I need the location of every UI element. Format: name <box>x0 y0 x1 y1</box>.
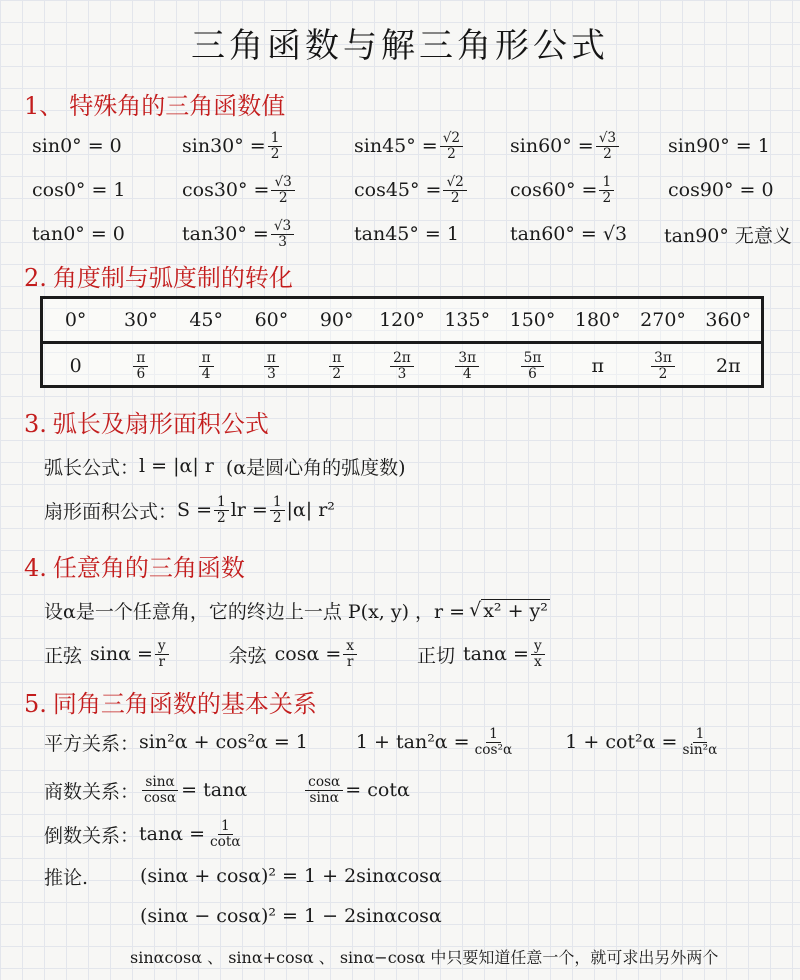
section-5-heading <box>24 684 317 719</box>
radian-cell: $\frac{\pi}{3}$ <box>239 344 304 388</box>
section-1-heading <box>24 86 285 121</box>
radian-cell: $\frac{5\pi}{6}$ <box>500 344 565 388</box>
tan-values-row <box>24 214 792 254</box>
section-number: 4. <box>24 554 47 582</box>
degree-cell: 120° <box>379 309 425 331</box>
sin-60-value: sin60° = $\frac{√3}{2}$ <box>510 126 621 166</box>
degree-cell: 360° <box>705 309 752 331</box>
section-title: 角度制与弧度制的转化 <box>52 264 293 292</box>
corollary-1: 推论. (sinα + cosα)² = 1 + 2sinαcosα <box>44 865 442 889</box>
square-relations: 平方关系： sin²α + cos²α = 1 1 + tan²α = $\frac{1}{\text{cos²α}}$ 1 + cot²α = $\frac{1}{\text{sin²α}}$ <box>44 726 718 758</box>
radian-cell: π <box>591 355 604 377</box>
radian-cell: $\frac{3\pi}{4}$ <box>435 344 500 388</box>
degree-cell: 270° <box>640 309 686 331</box>
radian-cell: 0 <box>69 355 82 377</box>
degree-cell: 90° <box>319 309 354 331</box>
tan-30-value: tan30° = $\frac{√3}{3}$ <box>182 214 296 254</box>
sin-90-value: sin90° = 1 <box>668 135 770 157</box>
cos-60-value: cos60° = $\frac{1}{2}$ <box>510 170 616 210</box>
sector-label: 扇形面积公式： <box>44 500 178 523</box>
sin-45-value: sin45° = $\frac{√2}{2}$ <box>354 126 465 166</box>
reciprocal-relation: 倒数关系： tanα = $\frac{1}{\cot\alpha}$ <box>44 818 241 850</box>
any-angle-setup: 设α是一个任意角，它的终边上一点 P(x, y) ，r = √ x² + y² <box>44 599 548 623</box>
cos-values-row <box>24 170 784 210</box>
section-number: 1、 <box>24 92 64 120</box>
radian-cell: 2π <box>716 355 741 377</box>
degree-cell: 45° <box>189 309 223 331</box>
degree-cell: 60° <box>254 309 289 331</box>
corollary-conclusion: sinαcosα 、 sinα+cosα 、 sinα−cosα 中只要知道任意一个，就可求出另外两个 <box>130 947 719 967</box>
radian-row <box>43 344 761 388</box>
sin-30-value: sin30° = $\frac{1}{2}$ <box>182 126 284 166</box>
radian-cell: $\frac{3\pi}{2}$ <box>630 344 695 388</box>
cos-45-value: cos45° = $\frac{√2}{2}$ <box>354 170 469 210</box>
arc-label: 弧长公式： <box>44 456 140 479</box>
trig-definitions: 正弦 sinα = $\frac{y}{r}$ 余弦 cosα = $\frac{x}{r}$ 正切 tanα = $\frac{y}{x}$ <box>44 634 547 674</box>
degree-cell: 150° <box>509 309 556 331</box>
section-3-heading <box>24 404 269 439</box>
section-number: 5. <box>24 690 47 718</box>
degree-radian-table <box>40 296 764 388</box>
radian-cell: $\frac{\pi}{6}$ <box>108 344 173 388</box>
tan-45-value: tan45° = 1 <box>354 223 459 245</box>
radian-cell: $\frac{2\pi}{3}$ <box>369 344 434 388</box>
section-title: 任意角的三角函数 <box>52 554 245 582</box>
corollary-2: (sinα − cosα)² = 1 − 2sinαcosα <box>140 905 442 927</box>
section-title: 同角三角函数的基本关系 <box>52 690 317 718</box>
section-title: 弧长及扇形面积公式 <box>52 410 269 438</box>
page-title: 三角函数与解三角形公式 <box>191 26 609 66</box>
radian-cell: $\frac{\pi}{2}$ <box>304 344 369 388</box>
arc-formula: l = |α| r <box>139 455 214 477</box>
cos-0-value: cos0° = 1 <box>32 179 126 201</box>
section-number: 3. <box>24 410 47 438</box>
cos-90-value: cos90° = 0 <box>668 179 774 201</box>
tan-90-value: tan90° 无意义 <box>664 224 792 247</box>
tan-60-value: tan60° = √3 <box>510 223 628 245</box>
arc-length-formula <box>44 446 406 486</box>
degree-cell: 0° <box>64 309 87 331</box>
cos-30-value: cos30° = $\frac{√3}{2}$ <box>182 170 297 210</box>
radius-sqrt: x² + y² <box>483 599 548 622</box>
degree-cell: 30° <box>124 309 158 331</box>
section-title: 特殊角的三角函数值 <box>69 92 286 120</box>
radian-cell: $\frac{\pi}{4}$ <box>174 344 239 388</box>
sector-area-formula: 扇形面积公式： S = $\frac{1}{2}$ lr = $\frac{1}{2}$ |α| r² <box>44 494 335 526</box>
sin-0-value: sin0° = 0 <box>32 135 122 157</box>
section-2-heading <box>24 258 293 293</box>
tan-0-value: tan0° = 0 <box>32 223 125 245</box>
section-number: 2. <box>24 264 47 292</box>
degree-cell: 180° <box>574 309 621 331</box>
quotient-relations: 商数关系： $\frac{\sin\alpha}{\cos\alpha}$ = tanα $\frac{\cos\alpha}{\sin\alpha}$ = cotα <box>44 774 410 806</box>
sin-values-row <box>24 126 784 166</box>
arc-note: (α是圆心角的弧度数) <box>225 456 406 479</box>
degree-row <box>43 299 761 341</box>
section-4-heading <box>24 548 245 583</box>
degree-cell: 135° <box>444 309 491 331</box>
